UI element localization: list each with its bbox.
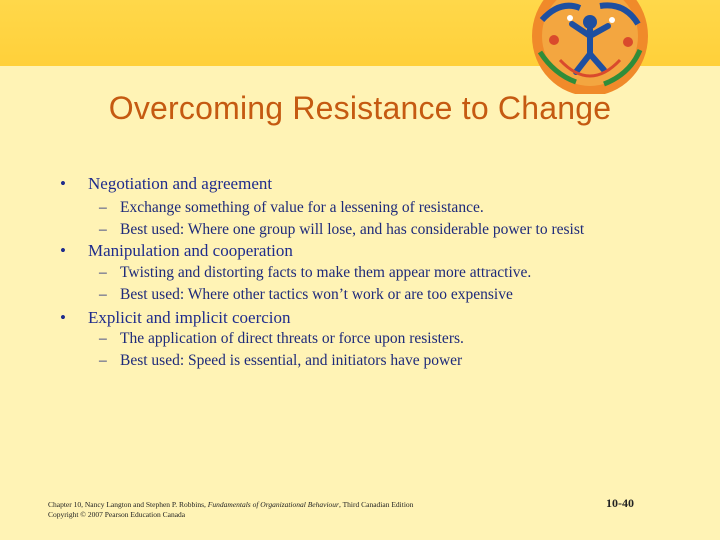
copyright-line: Copyright © 2007 Pearson Education Canada <box>48 510 186 519</box>
dash-icon: – <box>99 221 107 238</box>
citation-line <box>48 500 413 510</box>
sub-bullet-text: Best used: Where one group will lose, and has considerable power to resist <box>120 221 585 238</box>
sub-bullet-item <box>99 352 462 370</box>
sub-bullet-item <box>99 221 584 239</box>
dash-icon: – <box>99 330 107 347</box>
sub-bullet-text: The application of direct threats or force upon resisters. <box>120 330 464 347</box>
sub-bullet-text: Exchange something of value for a lessening of resistance. <box>120 199 484 216</box>
citation-text: Chapter 10, Nancy Langton and Stephen P. Robbins, <box>48 500 208 509</box>
bullet-text: Manipulation and cooperation <box>88 241 293 260</box>
bullet-item <box>60 174 272 194</box>
sub-bullet-item <box>99 330 464 348</box>
dash-icon: – <box>99 264 107 281</box>
dash-icon: – <box>99 286 107 303</box>
bullet-icon: • <box>60 174 66 193</box>
sub-bullet-item <box>99 286 513 304</box>
sub-bullet-item <box>99 199 484 217</box>
bullet-icon: • <box>60 308 66 327</box>
bullet-text: Negotiation and agreement <box>88 174 273 193</box>
dancing-figure-logo-icon <box>530 0 650 94</box>
dash-icon: – <box>99 352 107 369</box>
sub-bullet-text: Best used: Where other tactics won’t work or are too expensive <box>120 286 513 303</box>
bullet-text: Explicit and implicit coercion <box>88 308 291 327</box>
dash-icon: – <box>99 199 107 216</box>
bullet-icon: • <box>60 241 66 260</box>
page-number: 10-40 <box>606 496 634 510</box>
footer-credit <box>48 500 413 520</box>
sub-bullet-item <box>99 264 531 282</box>
slide-title: Overcoming Resistance to Change <box>108 90 612 126</box>
book-title: Fundamentals of Organizational Behaviour <box>207 500 339 509</box>
bullet-item <box>60 308 291 328</box>
sub-bullet-text: Best used: Speed is essential, and initiators have power <box>120 352 463 369</box>
bullet-item <box>60 241 293 261</box>
sub-bullet-text: Twisting and distorting facts to make them appear more attractive. <box>120 264 532 281</box>
edition-text: , Third Canadian Edition <box>338 500 414 509</box>
